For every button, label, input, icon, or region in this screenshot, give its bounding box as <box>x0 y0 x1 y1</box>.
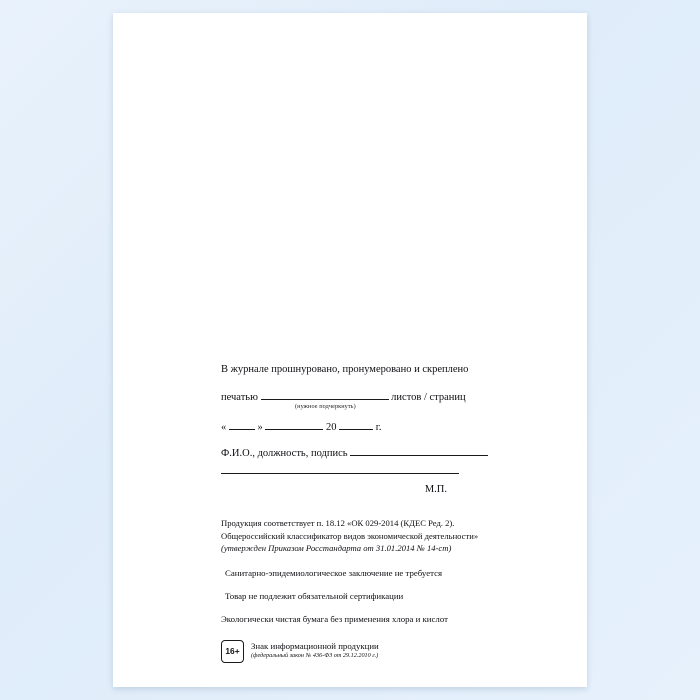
info-sign-row <box>221 639 561 663</box>
year-fill-line[interactable] <box>339 419 373 430</box>
year-dot: г. <box>375 422 382 434</box>
fio-row <box>221 445 561 459</box>
certification-block <box>221 517 561 554</box>
eco-paper-note: Экологически чистая бумага без применения хлора и кислот <box>221 613 448 624</box>
underline-hint: (нужное подчеркнуть) <box>295 403 356 411</box>
info-sign-law: (федеральный закон № 436-ФЗ от 29.12.2010 г.) <box>251 652 379 660</box>
fio-label: Ф.И.О., должность, подпись <box>221 448 348 460</box>
journal-statement: В журнале прошнуровано, пронумеровано и скреплено <box>221 364 469 375</box>
quote-open: « <box>221 422 227 434</box>
month-fill-line[interactable] <box>265 419 323 430</box>
sanitary-note: Санитарно-эпидемиологическое заключение не требуется <box>225 567 443 578</box>
seal-sheets-row <box>221 389 561 410</box>
no-certification-note: Товар не подлежит обязательной сертификации <box>225 590 404 601</box>
seal-label: печатью <box>221 392 258 404</box>
quote-close: » <box>257 422 263 434</box>
fio-fill-line[interactable] <box>350 445 488 456</box>
age-rating-icon: 16+ <box>221 640 244 663</box>
date-row <box>221 419 561 433</box>
seal-fill-line[interactable] <box>261 389 389 400</box>
year-prefix: 20 <box>326 422 337 434</box>
cert-line-3: (утвержден Приказом Росстандарта от 31.01.2014 № 14-ст) <box>221 543 452 554</box>
signature-fill-line[interactable] <box>221 472 459 474</box>
info-sign-text <box>251 639 379 660</box>
cert-line-2: Общероссийский классификатор видов экономической деятельности» <box>221 530 479 541</box>
document-page <box>113 13 587 687</box>
day-fill-line[interactable] <box>229 419 255 430</box>
cert-line-1: Продукция соответствует п. 18.12 «ОК 029-2014 (КДЕС Ред. 2). <box>221 518 455 529</box>
info-sign-title: Знак информационной продукции <box>251 640 379 651</box>
page-content <box>221 363 561 663</box>
seal-place-marker: М.П. <box>424 484 447 496</box>
sheets-label: листов / страниц <box>391 392 466 404</box>
